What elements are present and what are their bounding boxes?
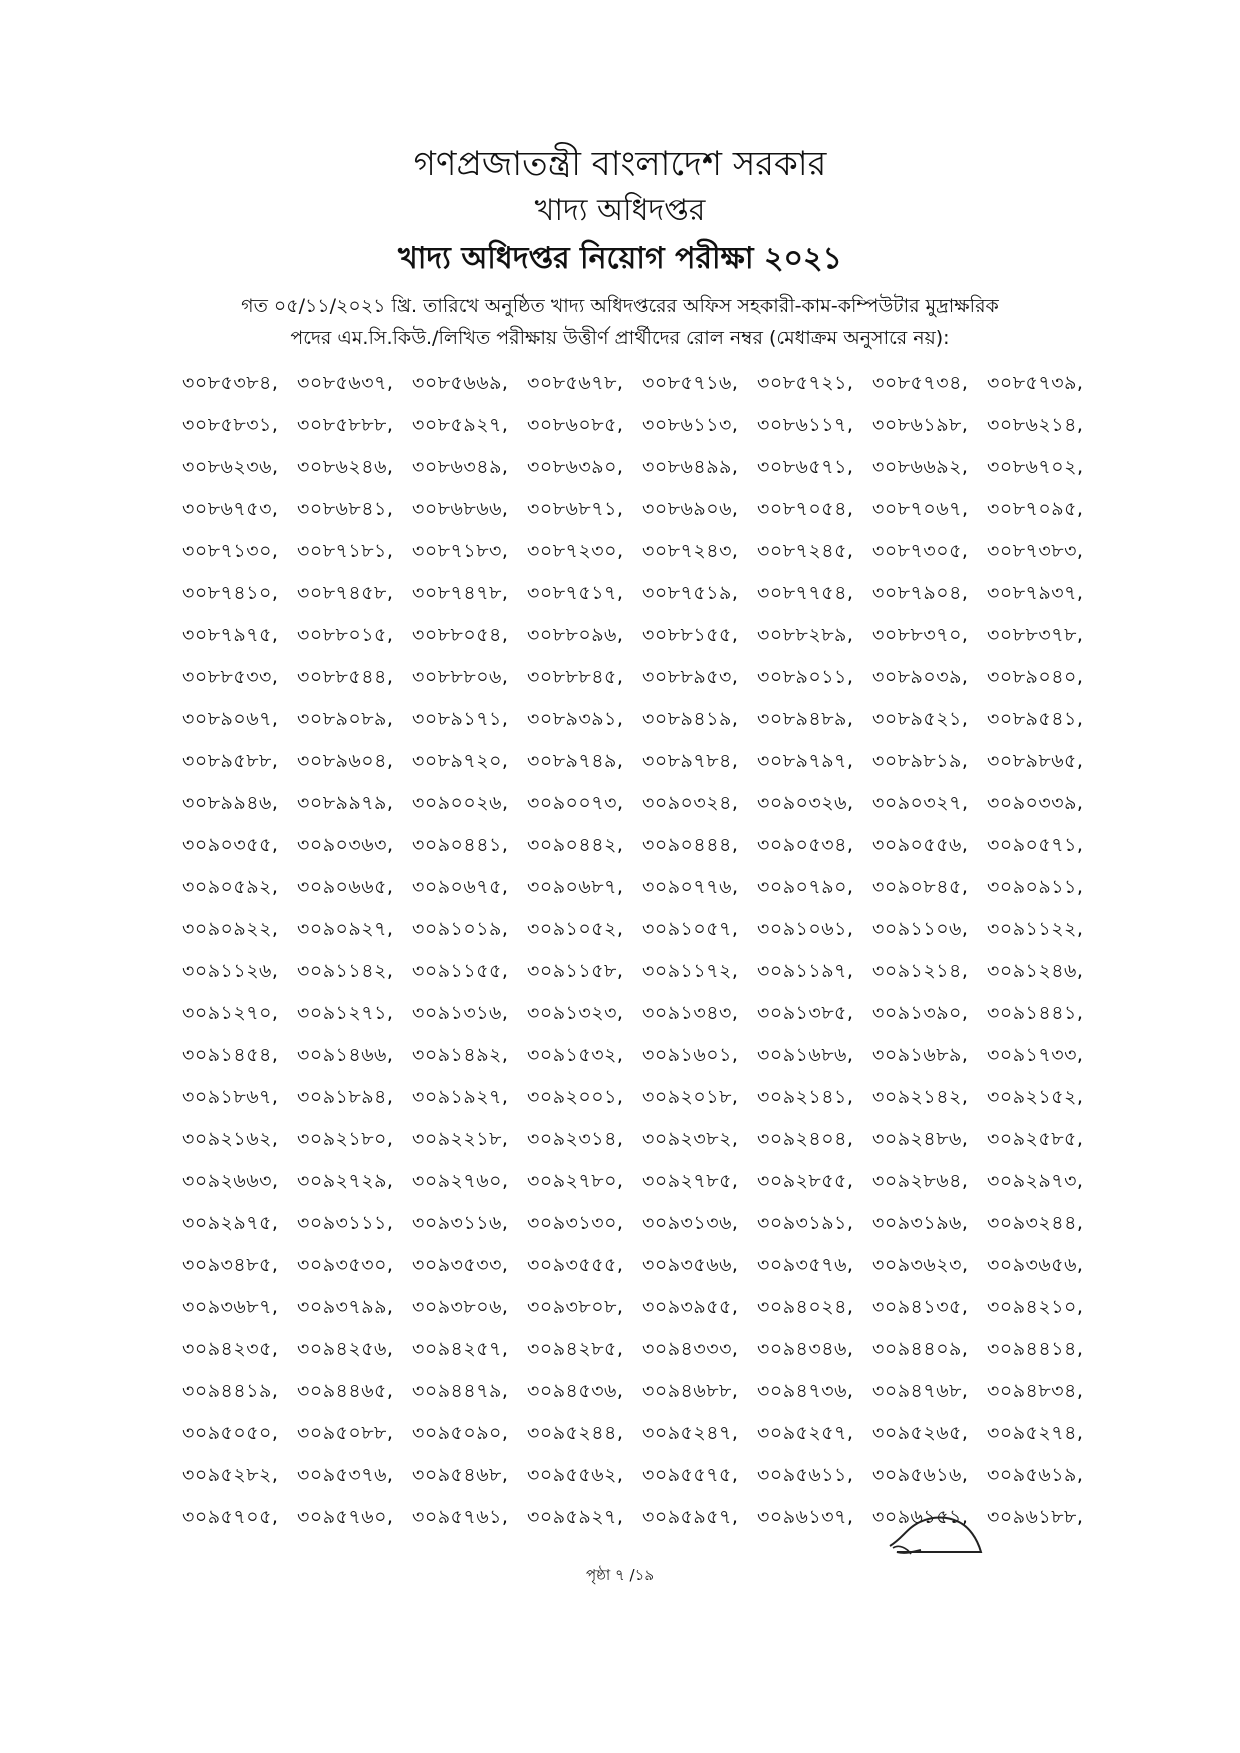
roll-number: ৩০৮৭২৩০, xyxy=(527,540,624,562)
roll-number: ৩০৯২৮৫৫, xyxy=(757,1170,854,1192)
roll-number: ৩০৯৩২৪৪, xyxy=(987,1212,1084,1234)
roll-number: ৩০৯১৩১৬, xyxy=(412,1002,509,1024)
roll-number: ৩০৯৪৩৪৬, xyxy=(757,1338,854,1360)
roll-number: ৩০৯৩১৩৬, xyxy=(642,1212,739,1234)
roll-number: ৩০৯২১৪১, xyxy=(757,1086,854,1108)
roll-number: ৩০৯৪৪৬৫, xyxy=(297,1380,394,1402)
roll-number: ৩০৯৪৬৮৮, xyxy=(642,1380,739,1402)
roll-number: ৩০৮৬৪৯৯, xyxy=(642,456,739,478)
roll-number: ৩০৯১৪৯২, xyxy=(412,1044,509,1066)
roll-number: ৩০৯৫৯২৭, xyxy=(527,1506,624,1528)
roll-number: ৩০৮৯৭৯৭, xyxy=(757,750,854,772)
roll-number: ৩০৯১২১৪, xyxy=(872,960,969,982)
roll-number: ৩০৯৫২৫৭, xyxy=(757,1422,854,1444)
roll-number: ৩০৯১১০৬, xyxy=(872,918,969,940)
roll-number: ৩০৮৭৫১৭, xyxy=(527,582,624,604)
roll-number: ৩০৮৬৭০২, xyxy=(987,456,1084,478)
roll-number: ৩০৮৫৮৮৮, xyxy=(297,414,394,436)
roll-number: ৩০৯২৯৭৫, xyxy=(182,1212,279,1234)
roll-number: ৩০৯০৫৫৬, xyxy=(872,834,969,856)
roll-number: ৩০৯৫০৮৮, xyxy=(297,1422,394,1444)
roll-number: ৩০৯১০৫৭, xyxy=(642,918,739,940)
roll-number: ৩০৯৪১৩৫, xyxy=(872,1296,969,1318)
roll-number: ৩০৯২৩১৪, xyxy=(527,1128,624,1150)
roll-number: ৩০৯৩১৩০, xyxy=(527,1212,624,1234)
roll-number: ৩০৯১৩২৩, xyxy=(527,1002,624,1024)
roll-number: ৩০৮৬১১৭, xyxy=(757,414,854,436)
roll-number: ৩০৯৬১৫১, xyxy=(872,1506,969,1528)
signature-scribble xyxy=(885,1508,995,1568)
roll-number: ৩০৯৩৬২৩, xyxy=(872,1254,969,1276)
roll-number: ৩০৯৩১১১, xyxy=(297,1212,394,1234)
roll-number: ৩০৮৬২৪৬, xyxy=(297,456,394,478)
roll-number: ৩০৯৩৫৬৬, xyxy=(642,1254,739,1276)
roll-number: ৩০৯০৬৬৫, xyxy=(297,876,394,898)
roll-number: ৩০৯১৩৪৩, xyxy=(642,1002,739,1024)
roll-number: ৩০৯৩১১৬, xyxy=(412,1212,509,1234)
roll-number: ৩০৮৬২১৪, xyxy=(987,414,1084,436)
roll-number: ৩০৮৭৯০৪, xyxy=(872,582,969,604)
intro-line-1: গত ০৫/১১/২০২১ খ্রি. তারিখে অনুষ্ঠিত খাদ্য অধিদপ্তরের অফিস সহকারী-কাম-কম্পিউটার মুদ্রাক্ষরিক xyxy=(241,295,999,317)
roll-number: ৩০৯৩৯৫৫, xyxy=(642,1296,739,1318)
roll-number: ৩০৮৭১৮৩, xyxy=(412,540,509,562)
roll-number: ৩০৯২৭৬০, xyxy=(412,1170,509,1192)
roll-number: ৩০৮৫৭৩৯, xyxy=(987,372,1084,394)
roll-number: ৩০৯৫৫৬২, xyxy=(527,1464,624,1486)
exam-title: খাদ্য অধিদপ্তর নিয়োগ পরীক্ষা ২০২১ xyxy=(398,241,842,276)
roll-number: ৩০৯৬১৩৭, xyxy=(757,1506,854,1528)
roll-number: ৩০৮৯৭৪৯, xyxy=(527,750,624,772)
roll-number: ৩০৯২১৬২, xyxy=(182,1128,279,1150)
roll-number: ৩০৯১৬৮৬, xyxy=(757,1044,854,1066)
roll-number: ৩০৯১৪৫৪, xyxy=(182,1044,279,1066)
roll-number: ৩০৮৮১৫৫, xyxy=(642,624,739,646)
roll-number: ৩০৯২৮৬৪, xyxy=(872,1170,969,1192)
roll-number: ৩০৮৭৪৭৮, xyxy=(412,582,509,604)
roll-number: ৩০৯০৯১১, xyxy=(987,876,1084,898)
roll-number: ৩০৯৫৪৬৮, xyxy=(412,1464,509,1486)
roll-number: ৩০৮৮৫৪৪, xyxy=(297,666,394,688)
roll-number: ৩০৯৪২৩৫, xyxy=(182,1338,279,1360)
roll-number: ৩০৯০৫৯২, xyxy=(182,876,279,898)
roll-number: ৩০৯৩৫৩৩, xyxy=(412,1254,509,1276)
intro-line-2: পদের এম.সি.কিউ./লিখিত পরীক্ষায় উত্তীর্ণ প্রার্থীদের রোল নম্বর (মেধাক্রম অনুসারে নয়): xyxy=(290,327,950,349)
roll-number: ৩০৮৮৫৩৩, xyxy=(182,666,279,688)
roll-number: ৩০৮৬৮৪১, xyxy=(297,498,394,520)
roll-number: ৩০৯৫৬১৯, xyxy=(987,1464,1084,1486)
roll-number: ৩০৯০৩২৪, xyxy=(642,792,739,814)
roll-number: ৩০৯১৭৩৩, xyxy=(987,1044,1084,1066)
roll-number: ৩০৯২০০১, xyxy=(527,1086,624,1108)
roll-number: ৩০৮৭১৩০, xyxy=(182,540,279,562)
roll-number: ৩০৮৯৫৮৮, xyxy=(182,750,279,772)
roll-number-grid xyxy=(182,362,1102,1538)
roll-number: ৩০৮৭২৪৩, xyxy=(642,540,739,562)
roll-number: ৩০৯০৫৭১, xyxy=(987,834,1084,856)
roll-number: ৩০৮৮০১৫, xyxy=(297,624,394,646)
government-title: গণপ্রজাতন্ত্রী বাংলাদেশ সরকার xyxy=(413,144,827,184)
roll-number: ৩০৮৫৯২৭, xyxy=(412,414,509,436)
roll-number: ৩০৯১৮৬৭, xyxy=(182,1086,279,1108)
roll-number: ৩০৮৮০৯৬, xyxy=(527,624,624,646)
roll-number: ৩০৮৫৬৬৯, xyxy=(412,372,509,394)
roll-number: ৩০৯২২১৮, xyxy=(412,1128,509,1150)
roll-number: ৩০৯১৩৮৫, xyxy=(757,1002,854,1024)
roll-number: ৩০৮৬২৩৬, xyxy=(182,456,279,478)
roll-number: ৩০৮৯৮১৯, xyxy=(872,750,969,772)
roll-number: ৩০৯১১২৬, xyxy=(182,960,279,982)
roll-number: ৩০৯২৫৮৫, xyxy=(987,1128,1084,1150)
roll-number: ৩০৯৫৯৫৭, xyxy=(642,1506,739,1528)
page-number: পৃষ্ঠা ৭ /১৯ xyxy=(585,1566,655,1584)
roll-number: ৩০৯১৬৮৯, xyxy=(872,1044,969,1066)
roll-number: ৩০৯১২৪৬, xyxy=(987,960,1084,982)
roll-number: ৩০৯১৬০১, xyxy=(642,1044,739,1066)
roll-number: ৩০৯১৩৯০, xyxy=(872,1002,969,1024)
roll-number: ৩০৯৩৪৮৫, xyxy=(182,1254,279,1276)
roll-number: ৩০৯৪৭৩৬, xyxy=(757,1380,854,1402)
roll-number: ৩০৮৯৯৭৯, xyxy=(297,792,394,814)
roll-number: ৩০৯১৫৩২, xyxy=(527,1044,624,1066)
roll-number: ৩০৯০৯২২, xyxy=(182,918,279,940)
roll-number: ৩০৯২৭৮৫, xyxy=(642,1170,739,1192)
roll-number: ৩০৮৮০৫৪, xyxy=(412,624,509,646)
roll-number: ৩০৯১৮৯৪, xyxy=(297,1086,394,1108)
roll-number: ৩০৯৩৫৫৫, xyxy=(527,1254,624,1276)
roll-number: ৩০৮৭৪৫৮, xyxy=(297,582,394,604)
roll-number: ৩০৮৫৬৩৭, xyxy=(297,372,394,394)
roll-number: ৩০৮৬৬৯২, xyxy=(872,456,969,478)
roll-number: ৩০৮৫৭৩৪, xyxy=(872,372,969,394)
roll-number: ৩০৯১১৫৮, xyxy=(527,960,624,982)
roll-number: ৩০৯০৪৪১, xyxy=(412,834,509,856)
roll-number: ৩০৮৭৭৫৪, xyxy=(757,582,854,604)
roll-number: ৩০৮৮৮০৬, xyxy=(412,666,509,688)
roll-number: ৩০৮৬৭৫৩, xyxy=(182,498,279,520)
roll-number: ৩০৯৫৬১১, xyxy=(757,1464,854,1486)
roll-number: ৩০৯৪২৫৬, xyxy=(297,1338,394,1360)
roll-number: ৩০৯৩৮০৬, xyxy=(412,1296,509,1318)
roll-number: ৩০৯১৯২৭, xyxy=(412,1086,509,1108)
roll-number: ৩০৯১৪৪১, xyxy=(987,1002,1084,1024)
roll-number: ৩০৮৭৫১৯, xyxy=(642,582,739,604)
roll-number: ৩০৯২১৪২, xyxy=(872,1086,969,1108)
roll-number: ৩০৮৫৬৭৮, xyxy=(527,372,624,394)
roll-number: ৩০৯১১৯৭, xyxy=(757,960,854,982)
roll-number: ৩০৮৬১১৩, xyxy=(642,414,739,436)
roll-number: ৩০৮৫৭২১, xyxy=(757,372,854,394)
roll-number: ৩০৯৪৭৬৮, xyxy=(872,1380,969,1402)
roll-number: ৩০৯২৯৭৩, xyxy=(987,1170,1084,1192)
roll-number: ৩০৮৬১৯৮, xyxy=(872,414,969,436)
roll-number: ৩০৯০০৭৩, xyxy=(527,792,624,814)
roll-number: ৩০৮৬৮৭১, xyxy=(527,498,624,520)
roll-number: ৩০৯১২৭১, xyxy=(297,1002,394,1024)
roll-number: ৩০৮৯১৭১, xyxy=(412,708,509,730)
roll-number: ৩০৯১০১৯, xyxy=(412,918,509,940)
roll-number: ৩০৯২০১৮, xyxy=(642,1086,739,1108)
department-title: খাদ্য অধিদপ্তর xyxy=(534,193,706,228)
document-header xyxy=(0,140,1240,284)
roll-number: ৩০৯৩৭৯৯, xyxy=(297,1296,394,1318)
roll-number: ৩০৯০৩২৭, xyxy=(872,792,969,814)
roll-number: ৩০৯৬১৮৮, xyxy=(987,1506,1084,1528)
roll-number: ৩০৯৫২৮২, xyxy=(182,1464,279,1486)
roll-number: ৩০৯৩৫৭৬, xyxy=(757,1254,854,1276)
roll-number: ৩০৯০৬৮৭, xyxy=(527,876,624,898)
roll-number: ৩০৯২৬৬৩, xyxy=(182,1170,279,1192)
roll-number: ৩০৮৬৯০৬, xyxy=(642,498,739,520)
roll-number: ৩০৮৭১৮১, xyxy=(297,540,394,562)
roll-number: ৩০৯০৩৩৯, xyxy=(987,792,1084,814)
roll-number: ৩০৯১০৬১, xyxy=(757,918,854,940)
roll-number: ৩০৯৪২৮৫, xyxy=(527,1338,624,1360)
roll-number: ৩০৯০৭৭৬, xyxy=(642,876,739,898)
roll-number: ৩০৯০৬৭৫, xyxy=(412,876,509,898)
roll-number: ৩০৯৫৭৬১, xyxy=(412,1506,509,1528)
roll-number: ৩০৯২৪৮৬, xyxy=(872,1128,969,1150)
roll-number: ৩০৯০৪৪২, xyxy=(527,834,624,856)
roll-number: ৩০৯২৭২৯, xyxy=(297,1170,394,1192)
roll-number: ৩০৯৫৬১৬, xyxy=(872,1464,969,1486)
roll-number: ৩০৯৪২৫৭, xyxy=(412,1338,509,1360)
roll-number: ৩০৯৫৩৭৬, xyxy=(297,1464,394,1486)
roll-number: ৩০৮৯০৬৭, xyxy=(182,708,279,730)
roll-number: ৩০৮৫৮৩১, xyxy=(182,414,279,436)
roll-number: ৩০৮৬০৮৫, xyxy=(527,414,624,436)
roll-number: ৩০৯৪৪০৯, xyxy=(872,1338,969,1360)
roll-number: ৩০৮৮৩৭০, xyxy=(872,624,969,646)
roll-number: ৩০৮৯৫২১, xyxy=(872,708,969,730)
roll-number: ৩০৮৯৭২০, xyxy=(412,750,509,772)
roll-number: ৩০৮৯০৩৯, xyxy=(872,666,969,688)
roll-number: ৩০৮৯৮৬৫, xyxy=(987,750,1084,772)
roll-number: ৩০৮৬৮৬৬, xyxy=(412,498,509,520)
roll-number: ৩০৯০৫৩৪, xyxy=(757,834,854,856)
roll-number: ৩০৮৭২৪৫, xyxy=(757,540,854,562)
roll-number: ৩০৮৬৩৯০, xyxy=(527,456,624,478)
roll-number: ৩০৯৪৫৩৬, xyxy=(527,1380,624,1402)
roll-number: ৩০৯৪৪১৯, xyxy=(182,1380,279,1402)
roll-number: ৩০৮৭৩৮৩, xyxy=(987,540,1084,562)
roll-number: ৩০৯০৩৫৫, xyxy=(182,834,279,856)
roll-number: ৩০৯২৪০৪, xyxy=(757,1128,854,1150)
roll-number: ৩০৮৭৯৩৭, xyxy=(987,582,1084,604)
roll-number: ৩০৯১৪৬৬, xyxy=(297,1044,394,1066)
roll-number: ৩০৯০৩৬৩, xyxy=(297,834,394,856)
roll-number: ৩০৮৭০৫৪, xyxy=(757,498,854,520)
roll-number: ৩০৮৯৩৯১, xyxy=(527,708,624,730)
roll-number: ৩০৯০৯২৭, xyxy=(297,918,394,940)
roll-number: ৩০৮৯৪৮৯, xyxy=(757,708,854,730)
roll-number: ৩০৮৯০১১, xyxy=(757,666,854,688)
roll-number: ৩০৮৯৬০৪, xyxy=(297,750,394,772)
roll-number: ৩০৮৯০৪০, xyxy=(987,666,1084,688)
roll-number: ৩০৯২১৫২, xyxy=(987,1086,1084,1108)
roll-number: ৩০৮৮৩৭৮, xyxy=(987,624,1084,646)
roll-number: ৩০৮৭০৬৭, xyxy=(872,498,969,520)
roll-number: ৩০৯১২৭০, xyxy=(182,1002,279,1024)
roll-number: ৩০৯০৭৯০, xyxy=(757,876,854,898)
roll-number: ৩০৯০০২৬, xyxy=(412,792,509,814)
roll-number: ৩০৯২৩৮২, xyxy=(642,1128,739,1150)
roll-number: ৩০৮৬৫৭১, xyxy=(757,456,854,478)
roll-number: ৩০৮৭০৯৫, xyxy=(987,498,1084,520)
roll-number: ৩০৮৬৩৪৯, xyxy=(412,456,509,478)
intro-text xyxy=(150,290,1090,354)
roll-number: ৩০৯৫২৭৪, xyxy=(987,1422,1084,1444)
roll-number: ৩০৯৫২৪৭, xyxy=(642,1422,739,1444)
roll-number: ৩০৮৭৩০৫, xyxy=(872,540,969,562)
roll-number: ৩০৯৫২৬৫, xyxy=(872,1422,969,1444)
roll-number: ৩০৯২১৮০, xyxy=(297,1128,394,1150)
roll-number: ৩০৯১১৭২, xyxy=(642,960,739,982)
roll-number: ৩০৮৯৭৮৪, xyxy=(642,750,739,772)
roll-number: ৩০৮৮২৮৯, xyxy=(757,624,854,646)
roll-number: ৩০৯৫২৪৪, xyxy=(527,1422,624,1444)
roll-number: ৩০৯৫৭৬০, xyxy=(297,1506,394,1528)
roll-number: ৩০৯৩৫৩০, xyxy=(297,1254,394,1276)
roll-number: ৩০৯৩৬৫৬, xyxy=(987,1254,1084,1276)
roll-number: ৩০৯৩১৯১, xyxy=(757,1212,854,1234)
roll-number: ৩০৮৫৭১৬, xyxy=(642,372,739,394)
roll-number: ৩০৯৩৮০৮, xyxy=(527,1296,624,1318)
roll-number: ৩০৯১১৪২, xyxy=(297,960,394,982)
roll-number: ৩০৯৪৮৩৪, xyxy=(987,1380,1084,1402)
roll-number: ৩০৮৮৮৪৫, xyxy=(527,666,624,688)
roll-number: ৩০৮৭৪১০, xyxy=(182,582,279,604)
roll-number: ৩০৮৯৫৪১, xyxy=(987,708,1084,730)
roll-number: ৩০৯৩৬৮৭, xyxy=(182,1296,279,1318)
roll-number: ৩০৯০৩২৬, xyxy=(757,792,854,814)
roll-number: ৩০৯৫৫৭৫, xyxy=(642,1464,739,1486)
roll-number: ৩০৯০৪৪৪, xyxy=(642,834,739,856)
roll-number: ৩০৮৯০৮৯, xyxy=(297,708,394,730)
roll-number: ৩০৮৯৪১৯, xyxy=(642,708,739,730)
roll-number: ৩০৮৮৯৫৩, xyxy=(642,666,739,688)
roll-number: ৩০৯৫৭০৫, xyxy=(182,1506,279,1528)
roll-number: ৩০৯১০৫২, xyxy=(527,918,624,940)
roll-number: ৩০৮৯৯৪৬, xyxy=(182,792,279,814)
roll-number: ৩০৯৪২১০, xyxy=(987,1296,1084,1318)
roll-number: ৩০৯১১২২, xyxy=(987,918,1084,940)
roll-number: ৩০৯৫০৫০, xyxy=(182,1422,279,1444)
roll-number: ৩০৯৪৪১৪, xyxy=(987,1338,1084,1360)
roll-number: ৩০৯০৮৪৫, xyxy=(872,876,969,898)
roll-number: ৩০৯২৭৮০, xyxy=(527,1170,624,1192)
roll-number: ৩০৯১১৫৫, xyxy=(412,960,509,982)
roll-number: ৩০৯৪৩৩৩, xyxy=(642,1338,739,1360)
roll-number: ৩০৮৫৩৮৪, xyxy=(182,372,279,394)
roll-number: ৩০৯৩১৯৬, xyxy=(872,1212,969,1234)
roll-number: ৩০৯৪০২৪, xyxy=(757,1296,854,1318)
roll-number: ৩০৯৪৪৭৯, xyxy=(412,1380,509,1402)
roll-number: ৩০৯৫০৯০, xyxy=(412,1422,509,1444)
roll-number: ৩০৮৭৯৭৫, xyxy=(182,624,279,646)
